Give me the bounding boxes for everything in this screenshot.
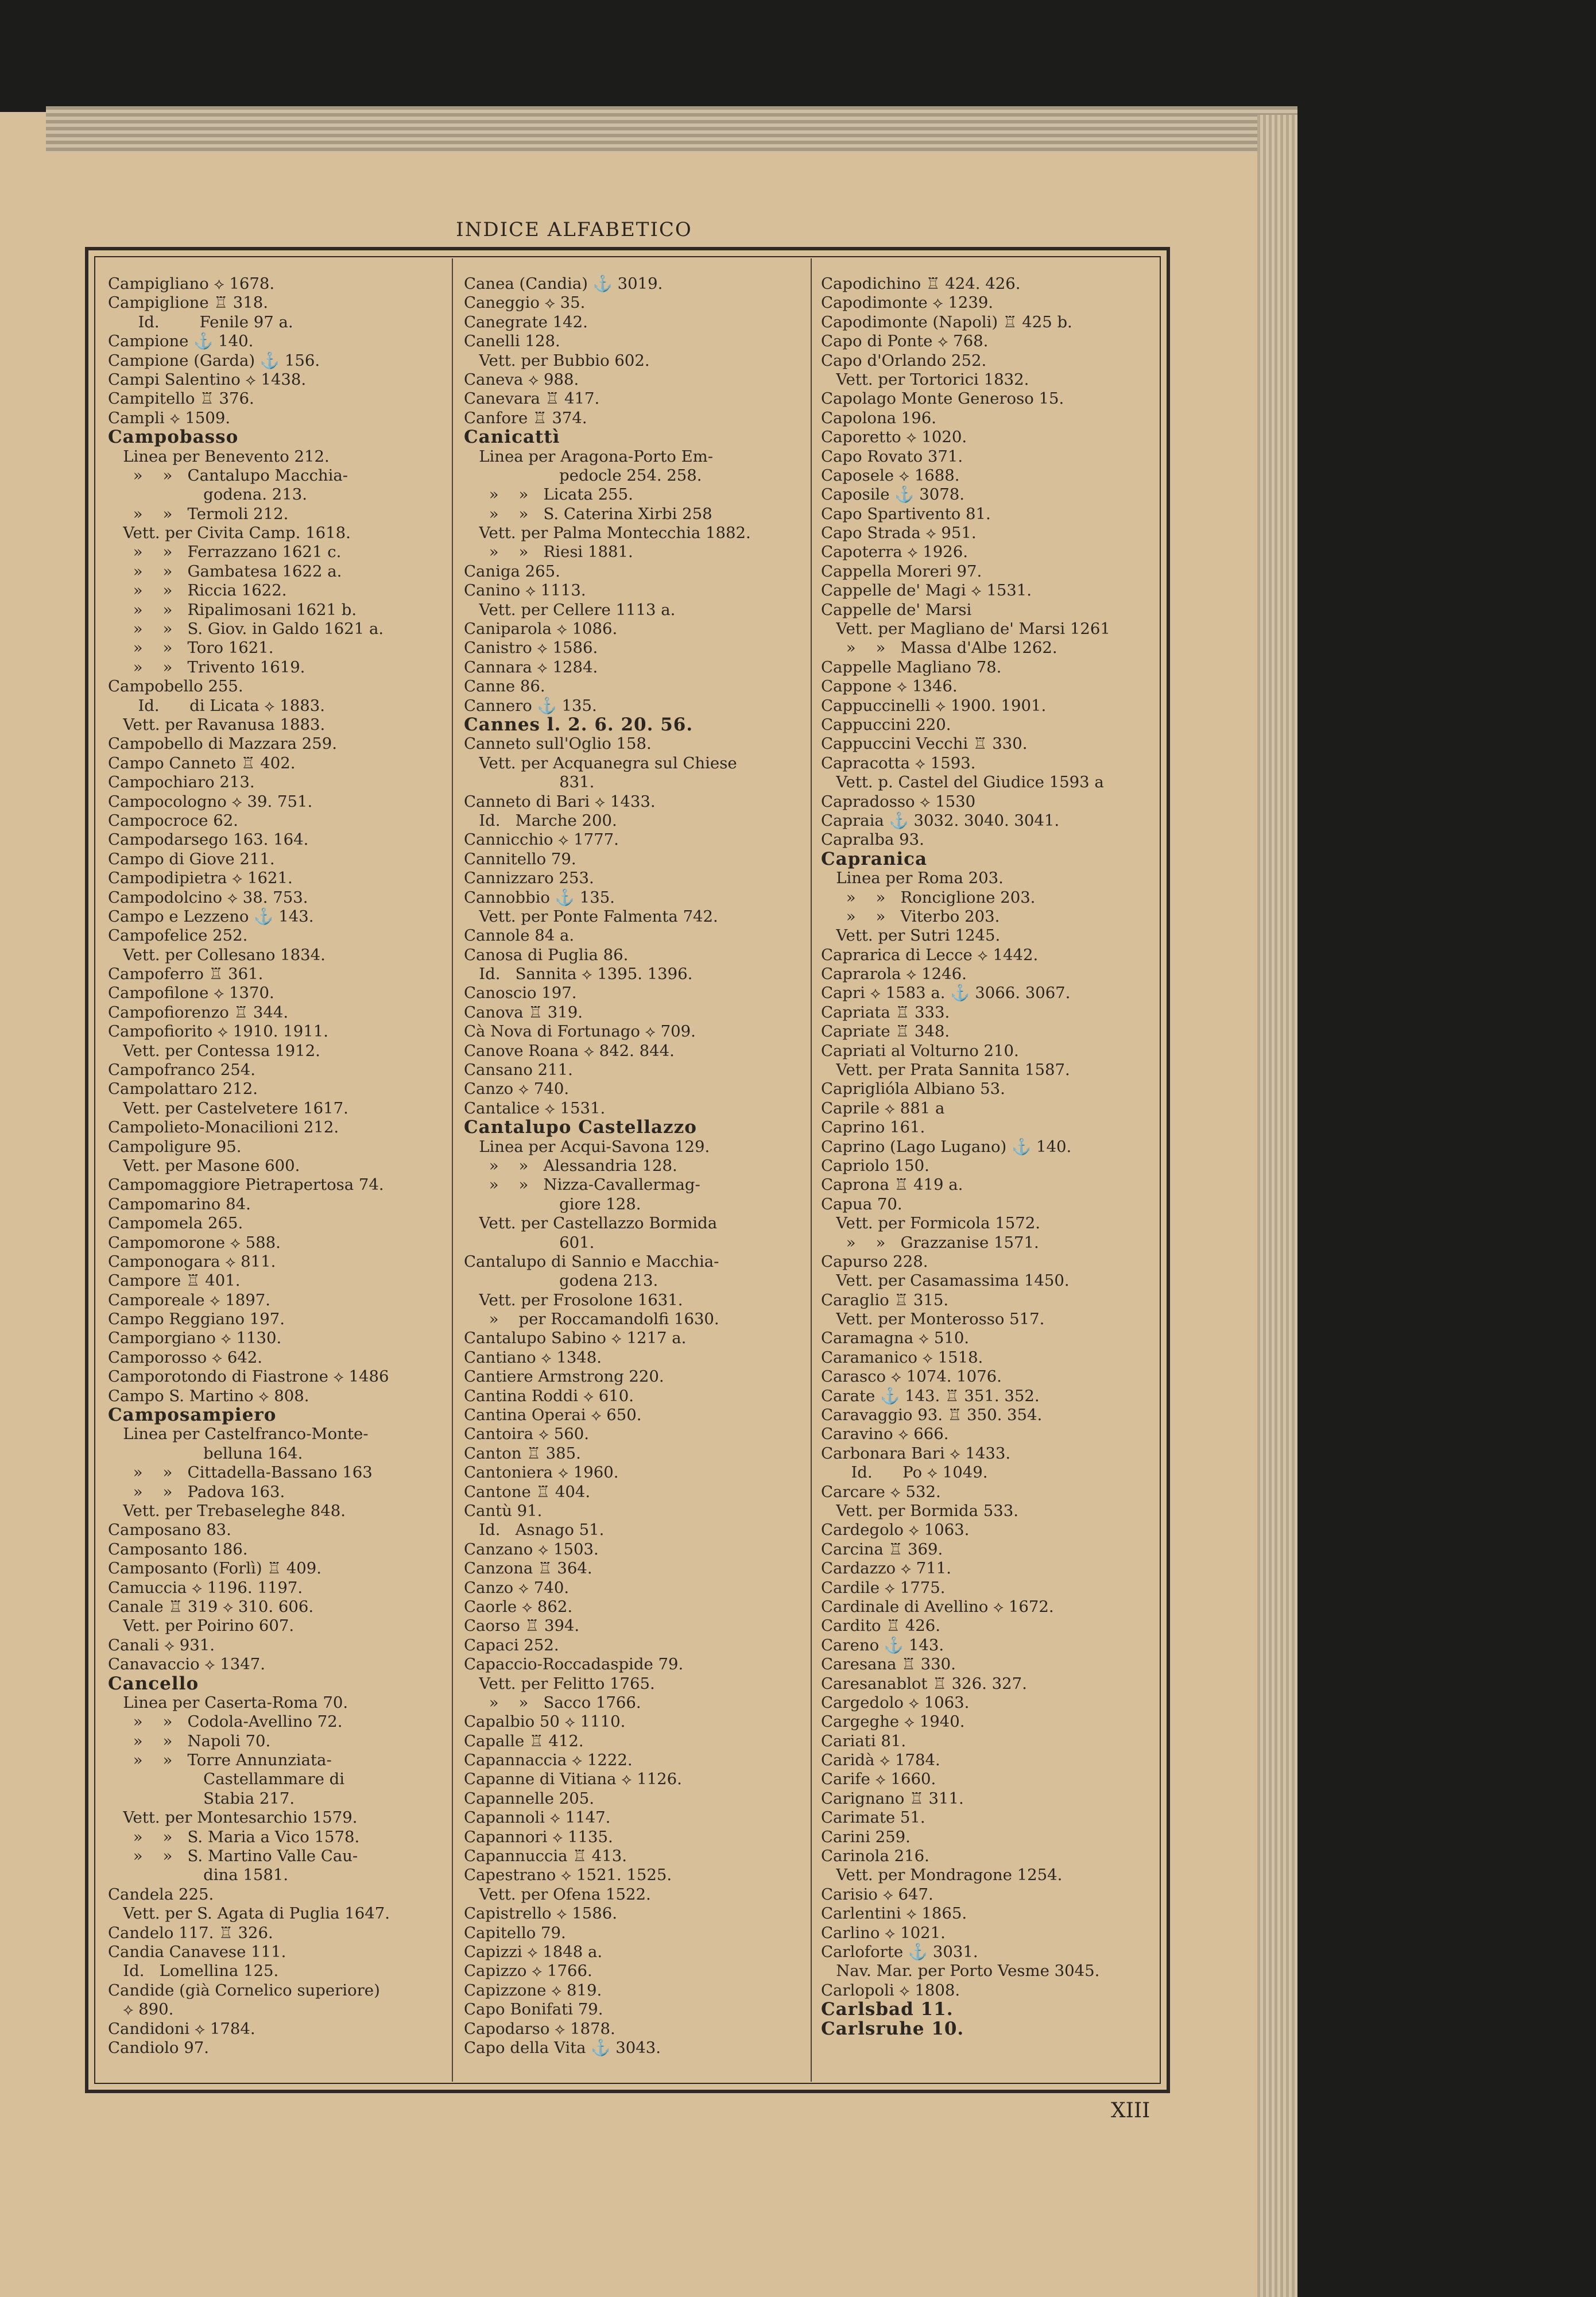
index-entry: Vett. per Cellere 1113 a.: [464, 600, 676, 619]
index-entry: Vett. per Monterosso 517.: [821, 1310, 1045, 1329]
index-entry: » » Riesi 1881.: [464, 543, 633, 562]
index-entry: » » Riccia 1622.: [108, 581, 287, 600]
index-entry: Caridà ⟡ 1784.: [821, 1751, 940, 1770]
index-entry: » » S. Giov. in Galdo 1621 a.: [108, 620, 384, 639]
index-entry: Caresanablot ♖ 326. 327.: [821, 1674, 1027, 1693]
index-entry: Vett. per Castellazzo Bormida: [464, 1214, 718, 1233]
index-entry: » » Ripalimosani 1621 b.: [108, 600, 357, 619]
index-column-1: [108, 274, 390, 2058]
index-entry: Camporeale ⟡ 1897.: [108, 1290, 270, 1309]
index-entry: Id. Asnago 51.: [464, 1521, 605, 1540]
index-entry: Carlsruhe 10.: [821, 2018, 964, 2039]
index-entry: Vett. per Felitto 1765.: [464, 1674, 655, 1693]
index-entry: Campocroce 62.: [108, 811, 238, 830]
index-entry: pedocle 254. 258.: [464, 466, 702, 485]
index-entry: » » Trivento 1619.: [108, 658, 305, 676]
index-entry: Campoferro ♖ 361.: [108, 965, 264, 984]
index-entry: Campitello ♖ 376.: [108, 389, 254, 408]
index-entry: Caravino ⟡ 666.: [821, 1425, 949, 1444]
index-entry: Canzo ⟡ 740.: [464, 1578, 570, 1597]
index-entry: Vett. per Bubbio 602.: [464, 351, 650, 370]
index-entry: Cardito ♖ 426.: [821, 1617, 940, 1635]
index-entry: » » Viterbo 203.: [821, 907, 1000, 926]
index-entry: » » Ferrazzano 1621 c.: [108, 543, 342, 562]
index-entry: Vett. per Casamassima 1450.: [821, 1271, 1070, 1290]
index-entry: » per Roccamandolfi 1630.: [464, 1310, 719, 1329]
index-entry: Capodichino ♖ 424. 426.: [821, 274, 1021, 293]
index-entry: Cantalupo di Sannio e Macchia-: [464, 1252, 719, 1271]
index-entry: Canzo ⟡ 740.: [464, 1080, 570, 1099]
index-entry: Capoterra ⟡ 1926.: [821, 543, 968, 562]
column-divider-2: [811, 258, 812, 2082]
index-entry: Canzano ⟡ 1503.: [464, 1540, 599, 1559]
index-entry: Cantalice ⟡ 1531.: [464, 1099, 606, 1117]
index-entry: » » S. Maria a Vico 1578.: [108, 1827, 360, 1846]
index-entry: Capizzi ⟡ 1848 a.: [464, 1942, 603, 1961]
index-entry: Campomorone ⟡ 588.: [108, 1233, 281, 1252]
index-entry: Capri ⟡ 1583 a. ⚓ 3066. 3067.: [821, 984, 1071, 1003]
index-entry: Capo Strada ⟡ 951.: [821, 524, 977, 543]
index-column-2: [464, 274, 751, 2058]
index-entry: Campodipietra ⟡ 1621.: [108, 869, 293, 888]
index-entry: Capradosso ⟡ 1530: [821, 792, 976, 811]
index-entry: Campofranco 254.: [108, 1061, 256, 1080]
index-entry: Capraia ⚓ 3032. 3040. 3041.: [821, 811, 1060, 830]
index-entry: Campofiorenzo ♖ 344.: [108, 1003, 289, 1022]
index-entry: Cansano 211.: [464, 1061, 573, 1080]
index-entry: Vett. per Ofena 1522.: [464, 1885, 651, 1904]
index-entry: Capodimonte ⟡ 1239.: [821, 293, 994, 312]
index-entry: Campodarsego 163. 164.: [108, 830, 309, 849]
index-entry: Canosa di Puglia 86.: [464, 945, 629, 964]
index-entry: Camporotondo di Fiastrone ⟡ 1486: [108, 1367, 389, 1386]
index-entry: Caramanico ⟡ 1518.: [821, 1348, 983, 1367]
index-entry: Cannobbio ⚓ 135.: [464, 888, 615, 907]
index-entry: Linea per Acqui-Savona 129.: [464, 1137, 710, 1156]
index-entry: Cantiere Armstrong 220.: [464, 1367, 664, 1386]
index-entry: Vett. per Collesano 1834.: [108, 945, 326, 964]
index-entry: Campofiorito ⟡ 1910. 1911.: [108, 1022, 328, 1041]
index-entry: Cappelle de' Marsi: [821, 600, 972, 619]
index-entry: Capodimonte (Napoli) ♖ 425 b.: [821, 312, 1072, 331]
index-entry: Caramagna ⟡ 510.: [821, 1329, 970, 1348]
index-entry: Capriolo 150.: [821, 1156, 929, 1175]
index-entry: Campobasso: [108, 427, 239, 448]
index-entry: Camposanto 186.: [108, 1540, 248, 1559]
index-entry: Canegrate 142.: [464, 312, 588, 331]
index-entry: Campli ⟡ 1509.: [108, 408, 231, 427]
index-entry: Candia Canavese 111.: [108, 1942, 286, 1961]
page-edges-right: [1257, 115, 1297, 2297]
index-entry: 601.: [464, 1233, 595, 1252]
index-entry: godena 213.: [464, 1271, 658, 1290]
index-entry: Castellammare di: [108, 1770, 345, 1789]
index-entry: Capistrello ⟡ 1586.: [464, 1904, 617, 1923]
index-entry: » » Cantalupo Macchia-: [108, 466, 348, 485]
index-entry: Cantiano ⟡ 1348.: [464, 1348, 602, 1367]
index-entry: » » Sacco 1766.: [464, 1693, 641, 1712]
index-entry: Cannole 84 a.: [464, 926, 575, 945]
index-entry: Canton ♖ 385.: [464, 1444, 581, 1463]
index-entry: Capriati al Volturno 210.: [821, 1041, 1019, 1060]
index-entry: » » Nizza-Cavallermag-: [464, 1175, 700, 1194]
index-entry: Camporgiano ⟡ 1130.: [108, 1329, 282, 1348]
index-entry: Vett. per Acquanegra sul Chiese: [464, 753, 737, 772]
index-entry: Campofelice 252.: [108, 926, 248, 945]
index-entry: Vett. per Bormida 533.: [821, 1502, 1018, 1520]
index-entry: Caneva ⟡ 988.: [464, 370, 579, 389]
index-entry: Campione (Garda) ⚓ 156.: [108, 351, 320, 370]
page-header: INDICE ALFABETICO: [456, 218, 692, 241]
index-entry: godena. 213.: [108, 485, 307, 504]
index-entry: Id. Lomellina 125.: [108, 1962, 279, 1981]
index-entry: Campodolcino ⟡ 38. 753.: [108, 888, 308, 907]
index-entry: Cantina Roddi ⟡ 610.: [464, 1386, 634, 1405]
index-entry: Capranica: [821, 848, 928, 869]
index-entry: Linea per Roma 203.: [821, 869, 1004, 888]
index-entry: Carignano ♖ 311.: [821, 1789, 964, 1808]
index-entry: Vett. per Contessa 1912.: [108, 1041, 320, 1060]
index-entry: Capanne di Vitiana ⟡ 1126.: [464, 1770, 682, 1789]
index-entry: Cardegolo ⟡ 1063.: [821, 1521, 970, 1540]
index-entry: Cantalupo Sabino ⟡ 1217 a.: [464, 1329, 687, 1348]
index-entry: Carlsbad 11.: [821, 1999, 954, 2020]
index-entry: Stabia 217.: [108, 1789, 295, 1808]
index-entry: Camposampiero: [108, 1405, 277, 1426]
index-entry: Campigliano ⟡ 1678.: [108, 274, 275, 293]
index-entry: Canne 86.: [464, 677, 545, 696]
index-entry: Canove Roana ⟡ 842. 844.: [464, 1041, 675, 1060]
index-entry: Carate ⚓ 143. ♖ 351. 352.: [821, 1386, 1040, 1405]
index-entry: » » Licata 255.: [464, 485, 633, 504]
index-entry: » » S. Caterina Xirbi 258: [464, 504, 712, 523]
index-entry: Cardile ⟡ 1775.: [821, 1578, 946, 1597]
index-entry: Canistro ⟡ 1586.: [464, 639, 598, 658]
index-entry: Vett. per Palma Montecchia 1882.: [464, 524, 751, 543]
index-entry: » » S. Martino Valle Cau-: [108, 1847, 358, 1866]
index-entry: Canfore ♖ 374.: [464, 408, 587, 427]
index-entry: Capriglióla Albiano 53.: [821, 1080, 1005, 1099]
index-entry: Nav. Mar. per Porto Vesme 3045.: [821, 1962, 1100, 1981]
index-entry: Campo di Giove 211.: [108, 849, 275, 868]
index-entry: » » Codola-Avellino 72.: [108, 1712, 343, 1731]
index-entry: Linea per Benevento 212.: [108, 447, 330, 466]
index-entry: Canea (Candia) ⚓ 3019.: [464, 274, 663, 293]
index-entry: Candela 225.: [108, 1885, 214, 1904]
index-entry: Campomarino 84.: [108, 1194, 251, 1213]
index-entry: Canelli 128.: [464, 332, 560, 351]
index-entry: Cargeghe ⟡ 1940.: [821, 1712, 965, 1731]
index-entry: Vett. per Trebaseleghe 848.: [108, 1502, 346, 1520]
index-entry: dina 1581.: [108, 1866, 289, 1885]
index-entry: Cappuccini Vecchi ♖ 330.: [821, 734, 1028, 753]
index-entry: Camponogara ⟡ 811.: [108, 1252, 276, 1271]
index-entry: Carimate 51.: [821, 1808, 925, 1827]
index-entry: Id. Marche 200.: [464, 811, 617, 830]
index-entry: Campore ♖ 401.: [108, 1271, 241, 1290]
index-entry: Vett. per S. Agata di Puglia 1647.: [108, 1904, 390, 1923]
index-entry: Vett. per Ravanusa 1883.: [108, 715, 326, 734]
index-entry: Cantone ♖ 404.: [464, 1482, 591, 1501]
page-edges-top: [46, 106, 1297, 152]
index-entry: Vett. per Magliano de' Marsi 1261: [821, 620, 1110, 639]
index-entry: Campo Reggiano 197.: [108, 1310, 285, 1329]
index-entry: Campolieto-Monacilioni 212.: [108, 1118, 339, 1137]
index-entry: Vett. per Formicola 1572.: [821, 1214, 1040, 1233]
index-entry: Cantoira ⟡ 560.: [464, 1425, 589, 1444]
index-entry: Vett. per Castelvetere 1617.: [108, 1099, 348, 1117]
index-entry: Caposele ⟡ 1688.: [821, 466, 960, 485]
index-entry: » » Padova 163.: [108, 1482, 285, 1501]
index-entry: Canali ⟡ 931.: [108, 1635, 215, 1654]
index-entry: Cappelle Magliano 78.: [821, 658, 1002, 676]
index-entry: Carlentini ⟡ 1865.: [821, 1904, 967, 1923]
index-entry: Capo Rovato 371.: [821, 447, 963, 466]
index-entry: Cappuccinelli ⟡ 1900. 1901.: [821, 696, 1047, 715]
index-entry: Caorle ⟡ 862.: [464, 1597, 573, 1616]
index-entry: Campofilone ⟡ 1370.: [108, 984, 274, 1003]
index-entry: Carcina ♖ 369.: [821, 1540, 943, 1559]
index-entry: Capurso 228.: [821, 1252, 928, 1271]
index-entry: Capodarso ⟡ 1878.: [464, 2019, 615, 2038]
index-entry: Cancello: [108, 1673, 199, 1694]
index-entry: Candidoni ⟡ 1784.: [108, 2019, 255, 2038]
index-entry: Capo di Ponte ⟡ 768.: [821, 332, 989, 351]
index-entry: » » Grazzanise 1571.: [821, 1233, 1039, 1252]
index-entry: Caprarica di Lecce ⟡ 1442.: [821, 945, 1039, 964]
index-entry: Camuccia ⟡ 1196. 1197.: [108, 1578, 303, 1597]
index-entry: Id. di Licata ⟡ 1883.: [108, 696, 325, 715]
index-entry: Canova ♖ 319.: [464, 1003, 583, 1022]
index-entry: Capaccio-Roccadaspide 79.: [464, 1655, 684, 1674]
index-entry: Canzona ♖ 364.: [464, 1559, 592, 1578]
index-entry: Canale ♖ 319 ⟡ 310. 606.: [108, 1597, 314, 1616]
index-entry: Carlino ⟡ 1021.: [821, 1923, 946, 1942]
index-entry: Capannaccia ⟡ 1222.: [464, 1751, 633, 1770]
index-entry: Cannes l. 2. 6. 20. 56.: [464, 714, 694, 735]
index-entry: Capolona 196.: [821, 408, 937, 427]
index-entry: Capo Spartivento 81.: [821, 504, 991, 523]
index-entry: Capo della Vita ⚓ 3043.: [464, 2038, 661, 2057]
index-entry: Capizzo ⟡ 1766.: [464, 1962, 592, 1981]
index-entry: Cappella Moreri 97.: [821, 562, 982, 581]
index-entry: Campoligure 95.: [108, 1137, 242, 1156]
index-entry: Cannara ⟡ 1284.: [464, 658, 598, 676]
index-entry: Campi Salentino ⟡ 1438.: [108, 370, 307, 389]
index-entry: Vett. per Montesarchio 1579.: [108, 1808, 358, 1827]
index-entry: Cantalupo Castellazzo: [464, 1117, 697, 1138]
index-entry: Canneto di Bari ⟡ 1433.: [464, 792, 656, 811]
index-entry: Cannitello 79.: [464, 849, 576, 868]
index-entry: Canino ⟡ 1113.: [464, 581, 586, 600]
index-entry: Capralba 93.: [821, 830, 924, 849]
index-entry: Capalle ♖ 412.: [464, 1731, 584, 1750]
index-entry: Linea per Caserta-Roma 70.: [108, 1693, 348, 1712]
index-entry: » » Torre Annunziata-: [108, 1751, 332, 1770]
index-entry: Carloforte ⚓ 3031.: [821, 1942, 978, 1961]
index-entry: Capo d'Orlando 252.: [821, 351, 987, 370]
index-entry: Campolattaro 212.: [108, 1080, 258, 1099]
index-entry: Carlopoli ⟡ 1808.: [821, 1981, 960, 2000]
index-column-3: [821, 274, 1110, 2039]
index-entry: Capua 70.: [821, 1194, 902, 1213]
index-entry: Campo Canneto ♖ 402.: [108, 753, 296, 772]
index-entry: Campo e Lezzeno ⚓ 143.: [108, 907, 314, 926]
index-entry: Caprona ♖ 419 a.: [821, 1175, 963, 1194]
index-entry: Carinola 216.: [821, 1847, 929, 1866]
index-entry: Capitello 79.: [464, 1923, 566, 1942]
index-entry: Caniparola ⟡ 1086.: [464, 620, 618, 639]
index-entry: Caprino (Lago Lugano) ⚓ 140.: [821, 1137, 1072, 1156]
index-entry: Linea per Aragona-Porto Em-: [464, 447, 714, 466]
index-entry: Caposile ⚓ 3078.: [821, 485, 965, 504]
index-entry: Id. Fenile 97 a.: [108, 312, 293, 331]
index-entry: Vett. per Frosolone 1631.: [464, 1290, 683, 1309]
index-entry: Id. Sannita ⟡ 1395. 1396.: [464, 965, 693, 984]
index-entry: Capaci 252.: [464, 1635, 559, 1654]
index-entry: Canneto sull'Oglio 158.: [464, 734, 652, 753]
index-entry: Campomela 265.: [108, 1214, 243, 1233]
index-entry: Vett. per Masone 600.: [108, 1156, 300, 1175]
index-entry: Caresana ♖ 330.: [821, 1655, 956, 1674]
index-entry: Campione ⚓ 140.: [108, 332, 254, 351]
index-entry: Cantoniera ⟡ 1960.: [464, 1463, 619, 1482]
index-entry: Campocologno ⟡ 39. 751.: [108, 792, 313, 811]
index-entry: » » Napoli 70.: [108, 1731, 271, 1750]
index-entry: Capannori ⟡ 1135.: [464, 1827, 613, 1846]
index-entry: Cantù 91.: [464, 1502, 543, 1520]
index-entry: Capizzone ⟡ 819.: [464, 1981, 602, 2000]
index-entry: Cannicchio ⟡ 1777.: [464, 830, 619, 849]
index-entry: Caprile ⟡ 881 a: [821, 1099, 945, 1117]
index-entry: Cannero ⚓ 135.: [464, 696, 597, 715]
index-entry: » » Ronciglione 203.: [821, 888, 1036, 907]
index-entry: Vett. per Civita Camp. 1618.: [108, 524, 351, 543]
index-entry: Vett. per Poirino 607.: [108, 1617, 295, 1635]
index-entry: Capestrano ⟡ 1521. 1525.: [464, 1866, 672, 1885]
index-entry: Carcare ⟡ 532.: [821, 1482, 941, 1501]
index-entry: Candide (già Cornelico superiore): [108, 1981, 380, 2000]
index-entry: Cargedolo ⟡ 1063.: [821, 1693, 970, 1712]
index-entry: Caravaggio 93. ♖ 350. 354.: [821, 1406, 1043, 1425]
index-entry: Capo Bonifati 79.: [464, 2000, 603, 2019]
index-entry: Caprarola ⟡ 1246.: [821, 965, 967, 984]
index-entry: Vett. p. Castel del Giudice 1593 a: [821, 773, 1104, 792]
index-entry: Caniga 265.: [464, 562, 560, 581]
index-entry: ⟡ 890.: [108, 2000, 174, 2019]
index-entry: Caraglio ♖ 315.: [821, 1290, 949, 1309]
index-entry: Capannuccia ♖ 413.: [464, 1847, 627, 1866]
index-entry: Capalbio 50 ⟡ 1110.: [464, 1712, 626, 1731]
index-entry: Campochiaro 213.: [108, 773, 255, 792]
index-entry: Cantina Operai ⟡ 650.: [464, 1406, 642, 1425]
index-entry: Caporetto ⟡ 1020.: [821, 428, 967, 447]
index-entry: Canicattì: [464, 427, 560, 448]
index-entry: Camporosso ⟡ 642.: [108, 1348, 263, 1367]
index-entry: Candiolo 97.: [108, 2038, 209, 2057]
index-entry: Campomaggiore Pietrapertosa 74.: [108, 1175, 384, 1194]
index-entry: Capannoli ⟡ 1147.: [464, 1808, 611, 1827]
index-entry: Capolago Monte Generoso 15.: [821, 389, 1064, 408]
index-entry: Capannelle 205.: [464, 1789, 594, 1808]
index-entry: Vett. per Prata Sannita 1587.: [821, 1061, 1070, 1080]
index-entry: Camposano 83.: [108, 1521, 231, 1540]
index-entry: Vett. per Mondragone 1254.: [821, 1866, 1063, 1885]
index-entry: 831.: [464, 773, 595, 792]
index-entry: Capriate ♖ 348.: [821, 1022, 950, 1041]
index-entry: giore 128.: [464, 1194, 641, 1213]
column-divider-1: [452, 258, 453, 2082]
index-entry: Id. Po ⟡ 1049.: [821, 1463, 988, 1482]
index-entry: » » Toro 1621.: [108, 639, 274, 658]
index-entry: Vett. per Ponte Falmenta 742.: [464, 907, 718, 926]
index-entry: Capriata ♖ 333.: [821, 1003, 950, 1022]
index-entry: Camposanto (Forlì) ♖ 409.: [108, 1559, 321, 1578]
index-entry: Campobello 255.: [108, 677, 243, 696]
index-entry: Cappone ⟡ 1346.: [821, 677, 958, 696]
index-entry: Candelo 117. ♖ 326.: [108, 1923, 273, 1942]
index-entry: Capracotta ⟡ 1593.: [821, 753, 976, 772]
index-entry: Linea per Castelfranco-Monte-: [108, 1425, 369, 1444]
index-entry: Canevara ♖ 417.: [464, 389, 600, 408]
index-entry: Campo S. Martino ⟡ 808.: [108, 1386, 309, 1405]
index-entry: Careno ⚓ 143.: [821, 1635, 944, 1654]
index-entry: Cappuccini 220.: [821, 715, 951, 734]
index-entry: » » Termoli 212.: [108, 504, 289, 523]
index-entry: Canoscio 197.: [464, 984, 577, 1003]
index-entry: Caprino 161.: [821, 1118, 925, 1137]
index-entry: Carasco ⟡ 1074. 1076.: [821, 1367, 1002, 1386]
index-entry: Vett. per Tortorici 1832.: [821, 370, 1029, 389]
index-entry: Carini 259.: [821, 1827, 911, 1846]
index-entry: Cannizzaro 253.: [464, 869, 594, 888]
index-entry: Caorso ♖ 394.: [464, 1617, 580, 1635]
index-entry: » » Alessandria 128.: [464, 1156, 677, 1175]
index-entry: » » Cittadella-Bassano 163: [108, 1463, 373, 1482]
index-entry: Cardazzo ⟡ 711.: [821, 1559, 952, 1578]
index-entry: Carisio ⟡ 647.: [821, 1885, 933, 1904]
index-entry: belluna 164.: [108, 1444, 303, 1463]
index-entry: Caneggio ⟡ 35.: [464, 293, 586, 312]
index-entry: Carife ⟡ 1660.: [821, 1770, 936, 1789]
index-entry: Carbonara Bari ⟡ 1433.: [821, 1444, 1011, 1463]
index-entry: Canavaccio ⟡ 1347.: [108, 1655, 266, 1674]
index-entry: Campiglione ♖ 318.: [108, 293, 269, 312]
index-entry: Cardinale di Avellino ⟡ 1672.: [821, 1597, 1054, 1616]
index-entry: » » Massa d'Albe 1262.: [821, 639, 1057, 658]
index-entry: Vett. per Sutri 1245.: [821, 926, 1001, 945]
page-number: XIII: [1111, 2099, 1150, 2122]
index-entry: » » Gambatesa 1622 a.: [108, 562, 342, 581]
index-entry: Campobello di Mazzara 259.: [108, 734, 338, 753]
index-entry: Cappelle de' Magi ⟡ 1531.: [821, 581, 1032, 600]
index-entry: Cà Nova di Fortunago ⟡ 709.: [464, 1022, 696, 1041]
index-entry: Cariati 81.: [821, 1731, 907, 1750]
